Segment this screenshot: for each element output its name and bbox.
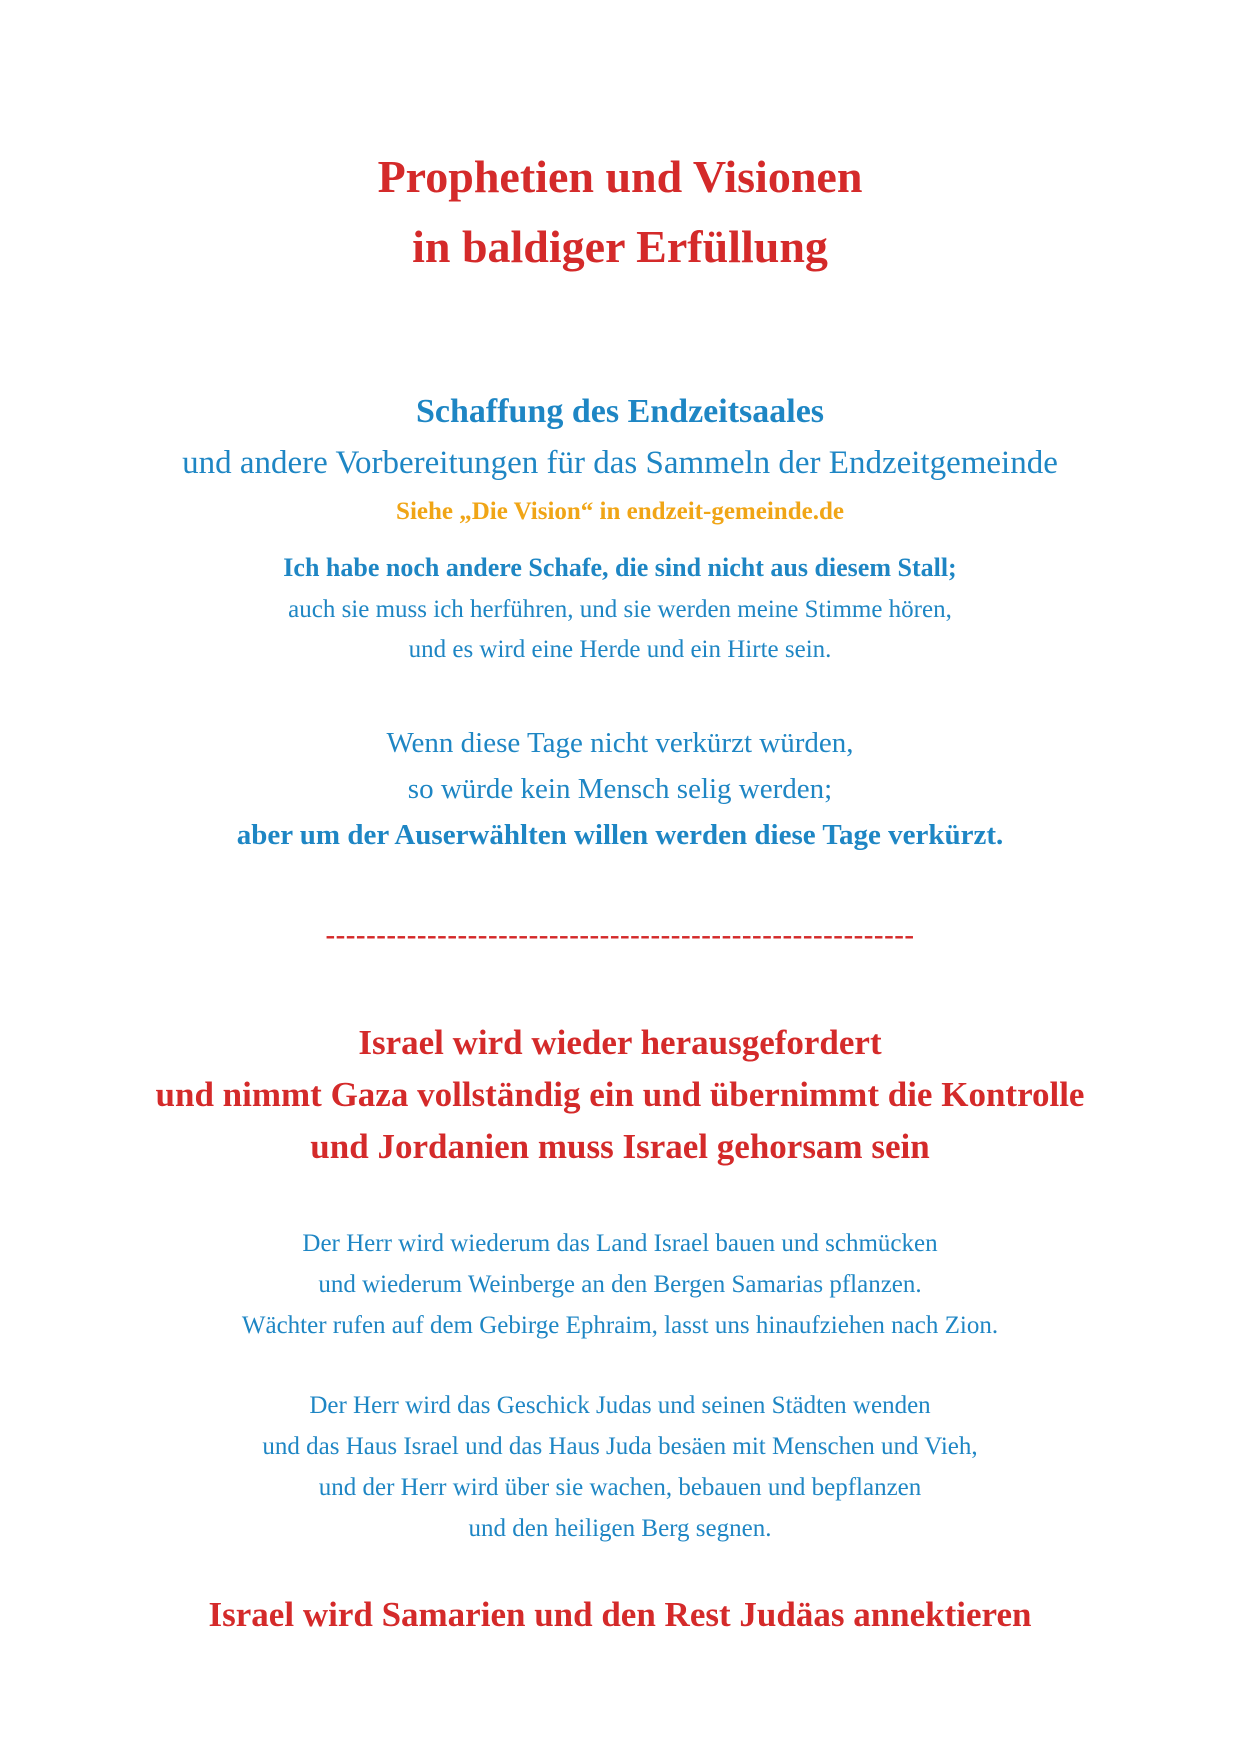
section1-heading: Schaffung des Endzeitsaales <box>415 393 825 430</box>
section2-heading-line-3: und Jordanien muss Israel gehorsam sein <box>310 1127 930 1166</box>
paragraph2-line-4: und den heiligen Berg segnen. <box>468 1515 772 1542</box>
section3-heading: Israel wird Samarien und den Rest Judäas annektieren <box>208 1595 1032 1634</box>
quote2-line-1: Wenn diese Tage nicht verkürzt würden, <box>386 727 854 759</box>
paragraph2-line-3: und der Herr wird über sie wachen, bebauen und bepflanzen <box>318 1474 922 1501</box>
paragraph1-line-3: Wächter rufen auf dem Gebirge Ephraim, lasst uns hinaufziehen nach Zion. <box>241 1312 999 1339</box>
section2-heading-line-1: Israel wird wieder herausgefordert <box>358 1023 882 1062</box>
quote2-line-2: so würde kein Mensch selig werden; <box>407 773 833 805</box>
page-title-line-1: Prophetien und Visionen <box>377 151 863 202</box>
section1-reference-link: Siehe „Die Vision“ in endzeit-gemeinde.de <box>396 498 844 525</box>
section2-heading-line-2: und nimmt Gaza vollständig ein und übernimmt die Kontrolle <box>155 1075 1085 1114</box>
section-divider: ---------------------------------------------------------- <box>325 919 915 951</box>
paragraph1-line-2: und wiederum Weinberge an den Bergen Samarias pflanzen. <box>318 1271 922 1298</box>
section1-subheading: und andere Vorbereitungen für das Sammeln der Endzeitgemeinde <box>182 445 1058 481</box>
page-title-line-2: in baldiger Erfüllung <box>412 221 828 272</box>
paragraph2-line-2: und das Haus Israel und das Haus Juda besäen mit Menschen und Vieh, <box>262 1433 978 1460</box>
quote1-line-3: und es wird eine Herde und ein Hirte sein. <box>408 636 832 663</box>
quote2-line-3: aber um der Auserwählten willen werden diese Tage verkürzt. <box>236 819 1004 851</box>
paragraph2-line-1: Der Herr wird das Geschick Judas und seinen Städten wenden <box>309 1392 931 1419</box>
quote1-line-1: Ich habe noch andere Schafe, die sind nicht aus diesem Stall; <box>283 553 957 582</box>
paragraph1-line-1: Der Herr wird wiederum das Land Israel bauen und schmücken <box>302 1230 938 1257</box>
quote1-line-2: auch sie muss ich herführen, und sie werden meine Stimme hören, <box>288 596 952 623</box>
